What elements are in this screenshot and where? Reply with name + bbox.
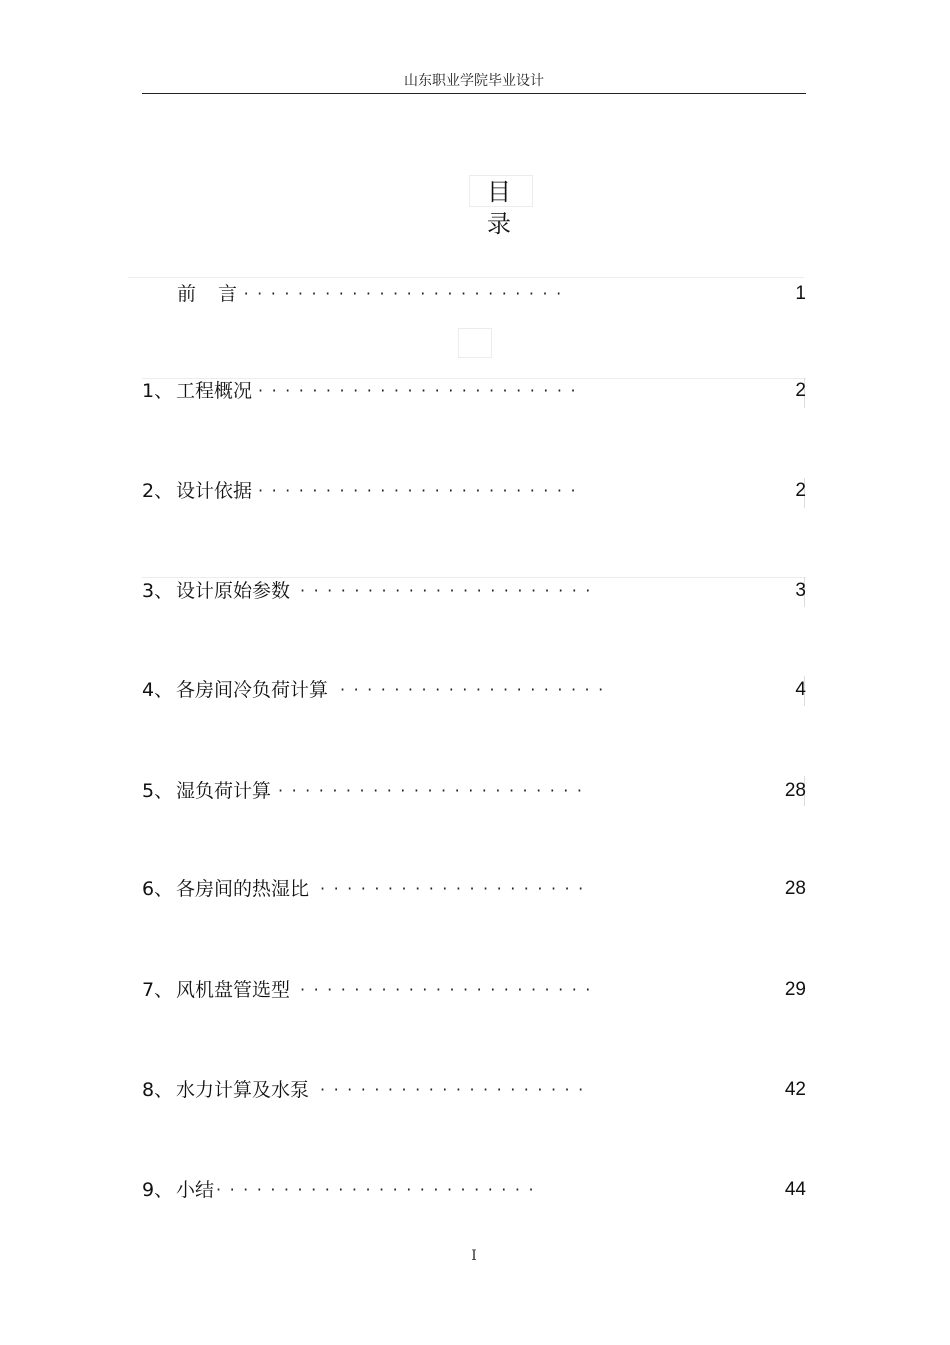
toc-entry-page: 29 (784, 979, 806, 1000)
toc-entry-label: 风机盘管选型 (176, 979, 291, 1001)
toc-leader-dots: ···················· (340, 680, 612, 699)
toc-entry-number: 9、 (142, 1179, 174, 1201)
toc-entry-page: 2 (795, 480, 806, 501)
toc-entry-number: 3、 (142, 580, 174, 602)
faint-box (458, 328, 492, 358)
toc-entry-label: 设计原始参数 (176, 580, 291, 602)
toc-entry-number: 5、 (142, 780, 174, 802)
toc-title: 目 录 (469, 175, 533, 207)
toc-entry-page: 4 (795, 679, 806, 700)
toc-entry-label: 小结 (176, 1179, 215, 1201)
toc-entry-page: 44 (784, 1179, 806, 1200)
toc-leader-dots: ························ (216, 1180, 543, 1199)
toc-entry-preface[interactable] (142, 278, 806, 310)
toc-entry-page: 1 (795, 283, 806, 304)
toc-entry-page: 28 (784, 878, 806, 899)
toc-leader-dots: ························· (230, 284, 570, 303)
toc-entry-label: 各房间冷负荷计算 (176, 679, 329, 701)
toc-entry-number: 6、 (142, 878, 174, 900)
toc-entry-number: 4、 (142, 679, 174, 701)
toc-leader-dots: ························ (258, 381, 585, 400)
page-number: I (471, 1248, 477, 1264)
toc-leader-dots: ···················· (320, 879, 592, 898)
toc-entry-4[interactable] (142, 674, 806, 706)
toc-entry-number: 1、 (142, 380, 174, 402)
toc-leader-dots: ························ (258, 481, 585, 500)
toc-entry-label: 工程概况 (176, 380, 253, 402)
toc-entry-2[interactable] (142, 475, 806, 507)
toc-entry-3[interactable] (142, 575, 806, 607)
toc-entry-label: 湿负荷计算 (176, 780, 272, 802)
toc-leader-dots: ······················ (300, 980, 599, 999)
toc-entry-5[interactable] (142, 775, 806, 807)
toc-entry-page: 3 (795, 580, 806, 601)
toc-leader-dots: ···················· (320, 1080, 592, 1099)
toc-entry-number: 7、 (142, 979, 174, 1001)
toc-entry-page: 42 (784, 1079, 806, 1100)
toc-entry-6[interactable] (142, 873, 806, 905)
toc-entry-page: 28 (784, 780, 806, 801)
toc-leader-dots: ······················ (300, 581, 599, 600)
header-rule (142, 93, 806, 94)
toc-entry-label: 水力计算及水泵 (176, 1079, 310, 1101)
toc-leader-dots: ······················· (278, 781, 591, 800)
toc-entry-page: 2 (795, 380, 806, 401)
toc-entry-number: 2、 (142, 480, 174, 502)
toc-entry-number: 8、 (142, 1079, 174, 1101)
toc-entry-9[interactable] (142, 1174, 806, 1206)
toc-entry-1[interactable] (142, 375, 806, 407)
toc-entry-label: 前 言 (177, 283, 246, 305)
toc-entry-label: 各房间的热湿比 (176, 878, 310, 900)
toc-entry-7[interactable] (142, 974, 806, 1006)
toc-entry-8[interactable] (142, 1074, 806, 1106)
running-header: 山东职业学院毕业设计 (404, 73, 544, 89)
toc-entry-label: 设计依据 (176, 480, 253, 502)
